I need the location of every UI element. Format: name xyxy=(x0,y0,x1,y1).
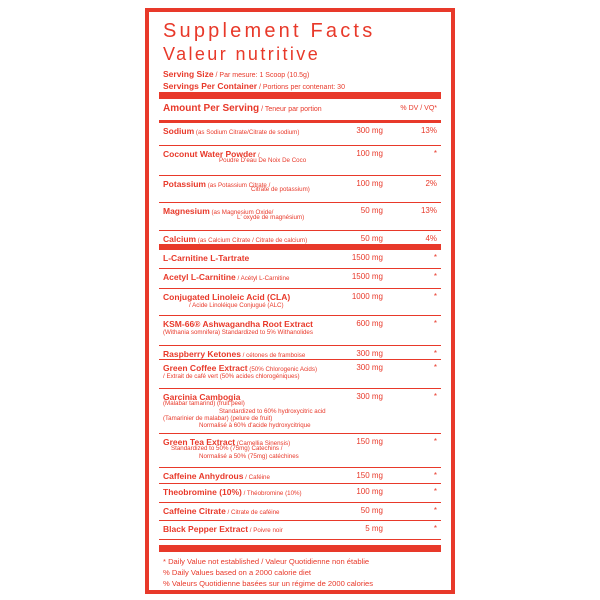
serving-size xyxy=(163,69,309,79)
nutrient-name-label: Green Tea Extract xyxy=(163,437,236,447)
nutrient-row xyxy=(159,360,441,389)
nutrient-name-label: Sodium xyxy=(163,126,195,136)
nutrient-name xyxy=(163,506,279,516)
nutrient-name-label: Black Pepper Extract xyxy=(163,524,249,534)
nutrient-amount: 1500 mg xyxy=(351,272,383,281)
footnote-2: % Daily Values based on a 2000 calorie diet xyxy=(163,568,312,577)
nutrient-name xyxy=(163,363,317,373)
nutrient-sub-detail: Citrate de potassium) xyxy=(251,186,310,193)
nutrient-amount: 50 mg xyxy=(360,506,383,515)
nutrient-daily-value: * xyxy=(433,349,437,358)
header-divider-bar xyxy=(159,92,441,99)
nutrient-name xyxy=(163,253,249,263)
nutrient-daily-value: * xyxy=(433,487,437,496)
nutrient-daily-value: 13% xyxy=(420,206,437,215)
servings-detail: / Portions per contenant: 30 xyxy=(257,84,345,91)
nutrient-amount: 100 mg xyxy=(356,487,383,496)
nutrient-amount: 100 mg xyxy=(356,149,383,158)
nutrient-name-label: Conjugated Linoleic Acid (CLA) xyxy=(163,292,291,302)
nutrient-row xyxy=(159,269,441,289)
nutrient-sub-detail: (Malabar tamarind) (fruit peel) xyxy=(163,400,245,407)
nutrient-name-label: Magnesium xyxy=(163,206,210,216)
nutrient-row xyxy=(159,484,441,503)
panel-subtitle: Valeur nutritive xyxy=(163,44,321,64)
nutrient-name xyxy=(163,126,299,136)
nutrient-amount: 50 mg xyxy=(360,206,383,215)
nutrient-name-detail: / Citrate de caféine xyxy=(225,509,280,516)
nutrient-row xyxy=(159,521,441,540)
nutrient-amount: 1500 mg xyxy=(351,253,383,262)
nutrient-name-detail: / cétones de framboise xyxy=(240,352,306,359)
nutrient-name-label: Theobromine (10%) xyxy=(163,487,242,497)
nutrient-daily-value: * xyxy=(433,363,437,372)
nutrient-row xyxy=(159,503,441,521)
nutrient-sub-detail: Poudre D'eau De Noix De Coco xyxy=(219,157,307,164)
nutrient-daily-value: 4% xyxy=(425,234,437,243)
daily-value-header: % DV / VQ* xyxy=(400,105,437,112)
nutrient-row xyxy=(159,468,441,484)
supplement-facts-panel xyxy=(145,8,455,594)
nutrient-name-label: Caffeine Anhydrous xyxy=(163,471,244,481)
nutrient-daily-value: * xyxy=(433,272,437,281)
nutrient-row xyxy=(159,250,441,269)
nutrient-sub-detail: L' oxyde de magnésium) xyxy=(237,214,305,221)
servings-label: Servings Per Container xyxy=(163,81,258,91)
nutrient-amount: 150 mg xyxy=(356,471,383,480)
nutrient-name-detail: (as Sodium Citrate/Citrate de sodium) xyxy=(194,129,300,136)
amount-per-serving-header xyxy=(163,103,322,114)
nutrient-row xyxy=(159,203,441,231)
nutrient-name-detail: / Théobromine (10%) xyxy=(241,490,302,497)
nutrient-name-detail: (as Magnesium Oxide/ xyxy=(209,209,274,216)
nutrient-name xyxy=(163,487,302,497)
nutrient-daily-value: * xyxy=(433,471,437,480)
nutrient-name-detail: (as Calcium Citrate / Citrate de calcium) xyxy=(196,237,308,244)
nutrient-name-detail: / Poivre noir xyxy=(248,527,283,534)
nutrient-row xyxy=(159,346,441,360)
nutrient-row xyxy=(159,123,441,146)
nutrient-name-detail: / Caféine xyxy=(243,474,270,481)
nutrient-daily-value: * xyxy=(433,524,437,533)
footer-divider-bar xyxy=(159,545,441,552)
amount-detail: / Teneur par portion xyxy=(259,106,322,113)
nutrient-name xyxy=(163,524,283,534)
nutrient-name xyxy=(163,319,313,329)
nutrient-name-label: KSM-66® Ashwagandha Root Extract xyxy=(163,319,313,329)
nutrient-daily-value: 2% xyxy=(425,179,437,188)
nutrient-name-label: Potassium xyxy=(163,179,206,189)
servings-per-container xyxy=(163,81,345,91)
nutrient-amount: 300 mg xyxy=(356,349,383,358)
nutrient-amount: 300 mg xyxy=(356,126,383,135)
nutrient-row xyxy=(159,389,441,434)
serving-size-label: Serving Size xyxy=(163,69,214,79)
nutrient-name xyxy=(163,349,305,359)
nutrient-row xyxy=(159,316,441,346)
nutrient-row xyxy=(159,176,441,203)
nutrient-name-label: Garcinia Cambogia xyxy=(163,392,241,402)
nutrient-daily-value: * xyxy=(433,292,437,301)
nutrient-name-label: L-Carnitine L-Tartrate xyxy=(163,253,250,263)
nutrient-daily-value: * xyxy=(433,149,437,158)
nutrient-amount: 1000 mg xyxy=(351,292,383,301)
nutrient-sub-detail: Normalisé a 50% (75mg) catéchines xyxy=(199,453,299,460)
amount-label: Amount Per Serving xyxy=(163,103,260,114)
footnote-1: * Daily Value not established / Valeur Quotidienne non établie xyxy=(163,557,370,566)
nutrient-sub-detail: Standardized to 50% (75mg) Catechins / xyxy=(171,445,283,452)
nutrient-row xyxy=(159,434,441,468)
nutrient-name-label: Acetyl L-Carnitine xyxy=(163,272,236,282)
nutrient-name-detail: / Acétyl L-Carnitine xyxy=(235,275,290,282)
nutrient-daily-value: * xyxy=(433,319,437,328)
nutrient-sub-detail: (Tamarinier de malabar) (pelure de fruit) xyxy=(163,415,273,422)
nutrient-amount: 150 mg xyxy=(356,437,383,446)
nutrient-name-detail: (50% Chlorogenic Acids) xyxy=(247,366,318,373)
nutrient-sub-detail: Standardized to 60% hydroxycitric acid xyxy=(219,408,326,415)
nutrient-name xyxy=(163,272,289,282)
nutrient-name-detail: (Camellia Sinensis) xyxy=(235,440,291,447)
footnote-3: % Valeurs Quotidienne basées sur un régime de 2000 calories xyxy=(163,579,374,588)
nutrient-sub-detail: / Extrait de café vert (50% acides chlorogéniques) xyxy=(163,373,300,380)
panel-title: Supplement Facts xyxy=(163,20,376,42)
nutrient-daily-value: * xyxy=(433,253,437,262)
nutrient-name-detail: / xyxy=(256,152,260,159)
nutrient-name xyxy=(163,471,270,481)
nutrient-row xyxy=(159,231,441,250)
nutrient-amount: 5 mg xyxy=(365,524,383,533)
nutrient-name xyxy=(163,234,307,244)
nutrient-sub-detail: / Acide Linoléique Conjugué (ALC) xyxy=(189,302,284,309)
nutrient-name-label: Raspberry Ketones xyxy=(163,349,241,359)
nutrient-daily-value: 13% xyxy=(420,126,437,135)
nutrient-name-label: Green Coffee Extract xyxy=(163,363,248,373)
serving-size-detail: / Par mesure: 1 Scoop (10.5g) xyxy=(213,72,310,79)
nutrient-name xyxy=(163,292,290,302)
panel-inner xyxy=(159,12,441,590)
nutrient-sub-detail: Normalisé à 60% d'acide hydroxycitrique xyxy=(199,422,311,429)
nutrient-amount: 50 mg xyxy=(360,234,383,243)
nutrient-name-label: Coconut Water Powder xyxy=(163,149,257,159)
nutrient-amount: 300 mg xyxy=(356,392,383,401)
nutrient-name-label: Caffeine Citrate xyxy=(163,506,226,516)
nutrient-daily-value: * xyxy=(433,392,437,401)
nutrient-daily-value: * xyxy=(433,506,437,515)
nutrient-amount: 600 mg xyxy=(356,319,383,328)
nutrient-amount: 100 mg xyxy=(356,179,383,188)
nutrient-name-label: Calcium xyxy=(163,234,197,244)
nutrient-daily-value: * xyxy=(433,437,437,446)
nutrient-name-detail: (as Potassium Citrate / xyxy=(206,182,271,189)
nutrient-row xyxy=(159,289,441,316)
nutrient-sub-detail: (Withania somnifera) Standardized to 5% Withanolides xyxy=(163,329,313,336)
nutrient-amount: 300 mg xyxy=(356,363,383,372)
nutrient-row xyxy=(159,146,441,176)
